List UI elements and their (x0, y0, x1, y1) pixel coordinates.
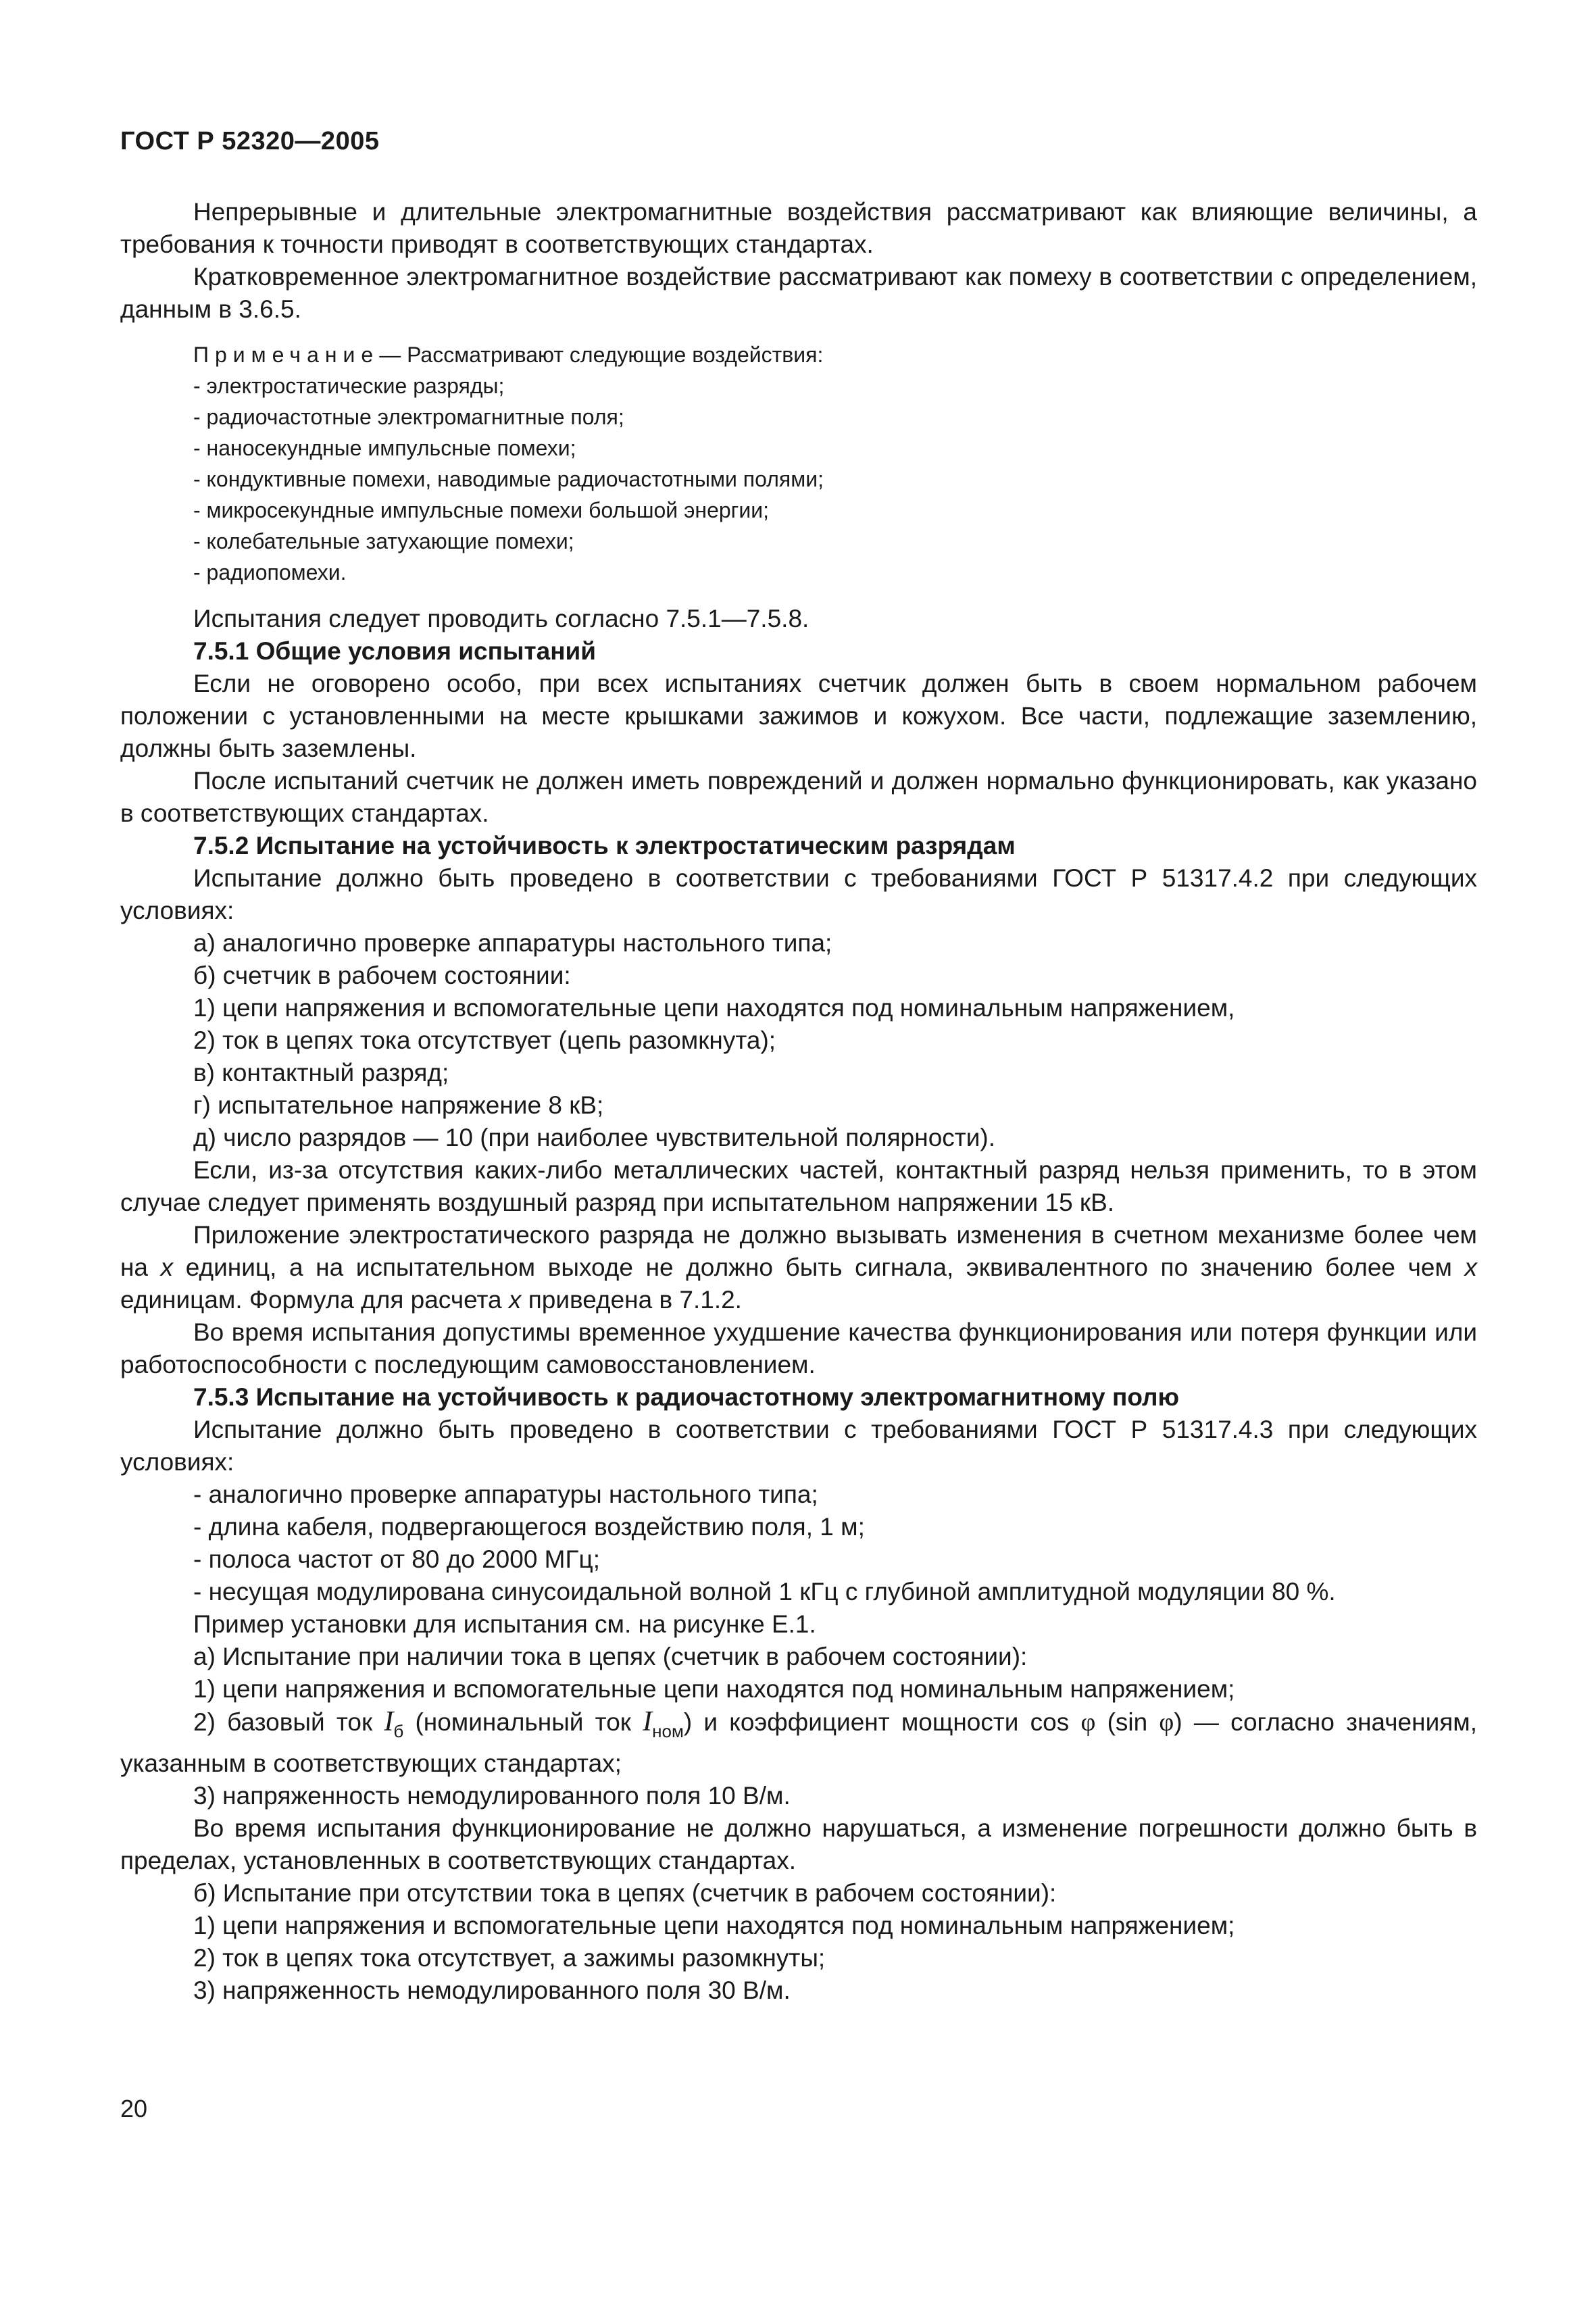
text-run: приведена в 7.1.2. (521, 1286, 742, 1314)
list-item: г) испытательное напряжение 8 кВ; (193, 1091, 604, 1119)
list-item: 2) ток в цепях тока отсутствует, а зажимы разомкнуты; (193, 1944, 826, 1972)
note-item: - кондуктивные помехи, наводимые радиочастотными полями; (193, 467, 824, 491)
list-item: 1) цепи напряжения и вспомогательные цепи находятся под номинальным напряжением, (193, 994, 1235, 1022)
list-item-formula (120, 1706, 1477, 1780)
document-header: ГОСТ Р 52320—2005 (120, 127, 380, 155)
list-item: 1) цепи напряжения и вспомогательные цепи находятся под номинальным напряжением; (193, 1675, 1235, 1703)
list-item: б) Испытание при отсутствии тока в цепях (счетчик в рабочем состоянии): (193, 1879, 1057, 1907)
list-item: в) контактный разряд; (193, 1059, 449, 1087)
note-item: - радиочастотные электромагнитные поля; (193, 405, 624, 429)
note-item: - радиопомехи. (193, 560, 347, 584)
note-item: - колебательные затухающие помехи; (193, 529, 574, 553)
paragraph: Кратковременное электромагнитное воздействие рассматривают как помеху в соответствии с определением, данным в 3.6.5. (120, 263, 1477, 323)
note-heading (193, 339, 1477, 370)
list-item: - несущая модулирована синусоидальной волной 1 кГц с глубиной амплитудной модуляции 80 %. (193, 1578, 1336, 1605)
list-item: а) Испытание при наличии тока в цепях (счетчик в рабочем состоянии): (193, 1643, 1028, 1670)
paragraph: Во время испытания допустимы временное ухудшение качества функционирования или потеря функции или работоспособности с последующим самовосстановлением. (120, 1318, 1477, 1378)
section-heading-7-5-3: 7.5.3 Испытание на устойчивость к радиочастотному электромагнитному полю (193, 1383, 1180, 1411)
text-run: единиц, а на испытательном выходе не должно быть сигнала, эквивалентного по значению более чем (173, 1253, 1465, 1281)
paragraph: Испытание должно быть проведено в соответствии с требованиями ГОСТ Р 51317.4.2 при следующих условиях: (120, 864, 1477, 924)
formula-subscript: б (393, 1721, 404, 1741)
paragraph: Пример установки для испытания см. на рисунке Е.1. (193, 1610, 816, 1638)
paragraph: Испытания следует проводить согласно 7.5.1—7.5.8. (193, 605, 809, 632)
paragraph: Во время испытания функционирование не должно нарушаться, а изменение погрешности должно быть в пределах, установленных в соответствующих стандартах. (120, 1814, 1477, 1874)
formula-base-current (384, 1706, 404, 1741)
text-run: (номинальный ток (403, 1708, 643, 1736)
variable-x: x (1464, 1253, 1478, 1281)
list-item: б) счетчик в рабочем состоянии: (193, 962, 571, 989)
list-item: - длина кабеля, подвергающегося воздействию поля, 1 м; (193, 1513, 865, 1541)
note-block (193, 339, 1477, 588)
note-label: Примечание (193, 343, 380, 367)
paragraph (120, 1219, 1477, 1316)
list-item: д) число разрядов — 10 (при наиболее чувствительной полярности). (193, 1124, 995, 1151)
formula-symbol: I (643, 1706, 653, 1737)
list-item: 3) напряженность немодулированного поля 30 В/м. (193, 1976, 791, 2004)
section-heading-7-5-1: 7.5.1 Общие условия испытаний (193, 637, 597, 665)
paragraph: Непрерывные и длительные электромагнитные воздействия рассматривают как влияющие величины, а требования к точности приводят в соответствующих стандартах. (120, 198, 1477, 258)
list-item: 2) ток в цепях тока отсутствует (цепь разомкнута); (193, 1026, 776, 1054)
page-number: 20 (120, 2095, 148, 2122)
formula-subscript: ном (652, 1721, 684, 1741)
list-item: а) аналогично проверке аппаратуры настольного типа; (193, 929, 832, 957)
list-item: - аналогично проверке аппаратуры настольного типа; (193, 1480, 818, 1508)
text-run: ) и коэффициент мощности cos (683, 1708, 1081, 1736)
text-run: 2) базовый ток (193, 1708, 384, 1736)
text-run: (sin (1095, 1708, 1159, 1736)
formula-phi: φ (1080, 1708, 1096, 1737)
text-run: единицам. Формула для расчета (120, 1286, 509, 1314)
list-item: 1) цепи напряжения и вспомогательные цепи находятся под номинальным напряжением; (193, 1912, 1235, 1939)
document-body (120, 196, 1477, 2007)
note-item: - наносекундные импульсные помехи; (193, 436, 576, 460)
formula-nominal-current (643, 1706, 684, 1741)
list-item: - полоса частот от 80 до 2000 МГц; (193, 1545, 601, 1573)
paragraph: Испытание должно быть проведено в соответствии с требованиями ГОСТ Р 51317.4.3 при следующих условиях: (120, 1416, 1477, 1476)
variable-x: x (508, 1286, 522, 1314)
variable-x: x (160, 1253, 174, 1281)
note-lead: — Рассматривают следующие воздействия: (379, 343, 824, 367)
section-heading-7-5-2: 7.5.2 Испытание на устойчивость к электростатическим разрядам (193, 832, 1016, 860)
note-item: - микросекундные импульсные помехи большой энергии; (193, 498, 769, 522)
paragraph: Если, из-за отсутствия каких-либо металлических частей, контактный разряд нельзя применить, то в этом случае следует применять воздушный разряд при испытательном напряжении 15 кВ. (120, 1156, 1477, 1216)
paragraph: После испытаний счетчик не должен иметь повреждений и должен нормально функционировать, как указано в соответствующих стандартах. (120, 767, 1477, 827)
formula-symbol: I (384, 1706, 394, 1737)
text-run: Приложение электростатического разряда не должно вызывать изменения в счетном механизме более чем на (120, 1221, 1477, 1281)
list-item: 3) напряженность немодулированного поля 10 В/м. (193, 1782, 791, 1810)
note-item: - электростатические разряды; (193, 374, 505, 398)
text-run: ) — согласно значениям, указанным в соответствующих стандартах; (120, 1708, 1477, 1777)
paragraph: Если не оговорено особо, при всех испытаниях счетчик должен быть в своем нормальном рабочем положении с установленными на месте крышками зажимов и кожухом. Все части, подлежащие заземлению, должны быть заземлены. (120, 670, 1477, 762)
formula-phi: φ (1159, 1708, 1174, 1737)
